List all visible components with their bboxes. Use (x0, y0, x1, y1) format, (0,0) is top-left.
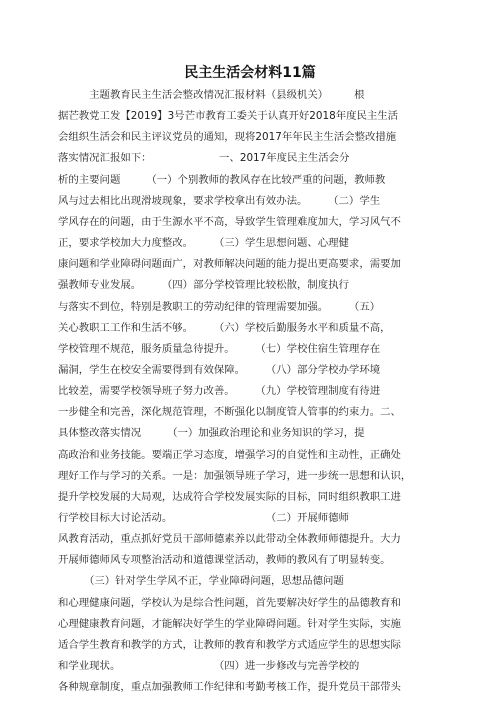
body-line: 各种规章制度，重点加强教师工作纪律和考勤考核工作，提升党员干部带头 (58, 681, 401, 694)
body-line: 学校管理不规范，服务质量急待提升。 （七）学校住宿生管理存在 (58, 342, 381, 355)
body-line: 学风存在的问题，由于生源水平不高，导致学生管理难度加大，学习风气不 (58, 215, 401, 228)
body-line: 风与过去相比出现滑坡现象，要求学校拿出有效办法。 （二）学生 (58, 194, 381, 207)
body-line: 高政治和业务技能。要端正学习态度，增强学习的自觉性和主动性，正确处 (58, 448, 401, 461)
body-line: 强教师专业发展。 （四）部分学校管理比较松散，制度执行 (58, 279, 349, 292)
body-line: 适合学生教育和教学的方式，让教师的教育和教学方式适应学生的思想实际 (58, 638, 401, 651)
body-line: 会组织生活会和民主评议党员的通知，现将2017年年民主生活会整改措施 (58, 131, 397, 144)
body-line: 提升学校发展的大局观，达成符合学校发展实际的目标，同时组织教职工进 (58, 490, 401, 503)
body-line: 据芒教党工发【2019】3号芒市教育工委关于认真开好2018年度民主生活 (58, 110, 399, 123)
body-line: 主题教育民主生活会整改情况汇报材料（县级机关） 根 (58, 89, 365, 101)
body-line: 心理健康教育问题，才能解决好学生的学业障碍问题。针对学生实际，实施 (58, 617, 401, 630)
body-line: 风教育活动，重点抓好党员干部师德素养以此带动全体教师师德提升。大力 (58, 533, 401, 546)
body-line: 析的主要问题 （一）个别教师的教风存在比较严重的问题，教师教 (58, 173, 386, 186)
body-line: 开展师德师风专项整治活动和道德课堂活动，教师的教风有了明显转变。 (58, 554, 391, 567)
body-line: 理好工作与学习的关系。一是：加强领导班子学习，进一步统一思想和认识， (58, 469, 412, 482)
body-line: 行学校目标大讨论活动。 （二）开展师德师 (58, 512, 349, 524)
body-line: 正，要求学校加大力度整改。 （三）学生思想问题、心理健 (58, 237, 349, 250)
body-line: 康问题和学业障碍问题面广，对教师解决问题的能力提出更高要求，需要加 (58, 258, 401, 271)
body-line: 一步健全和完善，深化规范管理，不断强化以制度管人管事的约束力。二、 (58, 406, 401, 419)
body-line: 关心教职工工作和生活不够。 （六）学校后勤服务水平和质量不高， (58, 321, 391, 334)
body-line: 落实情况汇报如下： 一、2017年度民主生活会分 (58, 152, 350, 165)
document-title: 民主生活会材料11篇 (184, 65, 316, 81)
body-line: 与落实不到位，特别是教职工的劳动纪律的管理需要加强。 （五） (58, 300, 381, 313)
body-line: 和心理健康问题，学校认为是综合性问题，首先要解决好学生的品德教育和 (58, 596, 401, 609)
body-line: （三）针对学生学风不正，学业障碍问题，思想品德问题 (58, 575, 344, 588)
body-line: 比较差，需要学校领导班子努力改善。 （九）学校管理制度有待进 (58, 385, 381, 398)
body-line: 具体整改落实情况 （一）加强政治理论和业务知识的学习，提 (58, 427, 365, 440)
body-line: 和学业现状。 （四）进一步修改与完善学校的 (58, 660, 360, 673)
body-line: 漏洞，学生在校安全需要得到有效保障。 （八）部分学校办学环境 (58, 363, 381, 376)
